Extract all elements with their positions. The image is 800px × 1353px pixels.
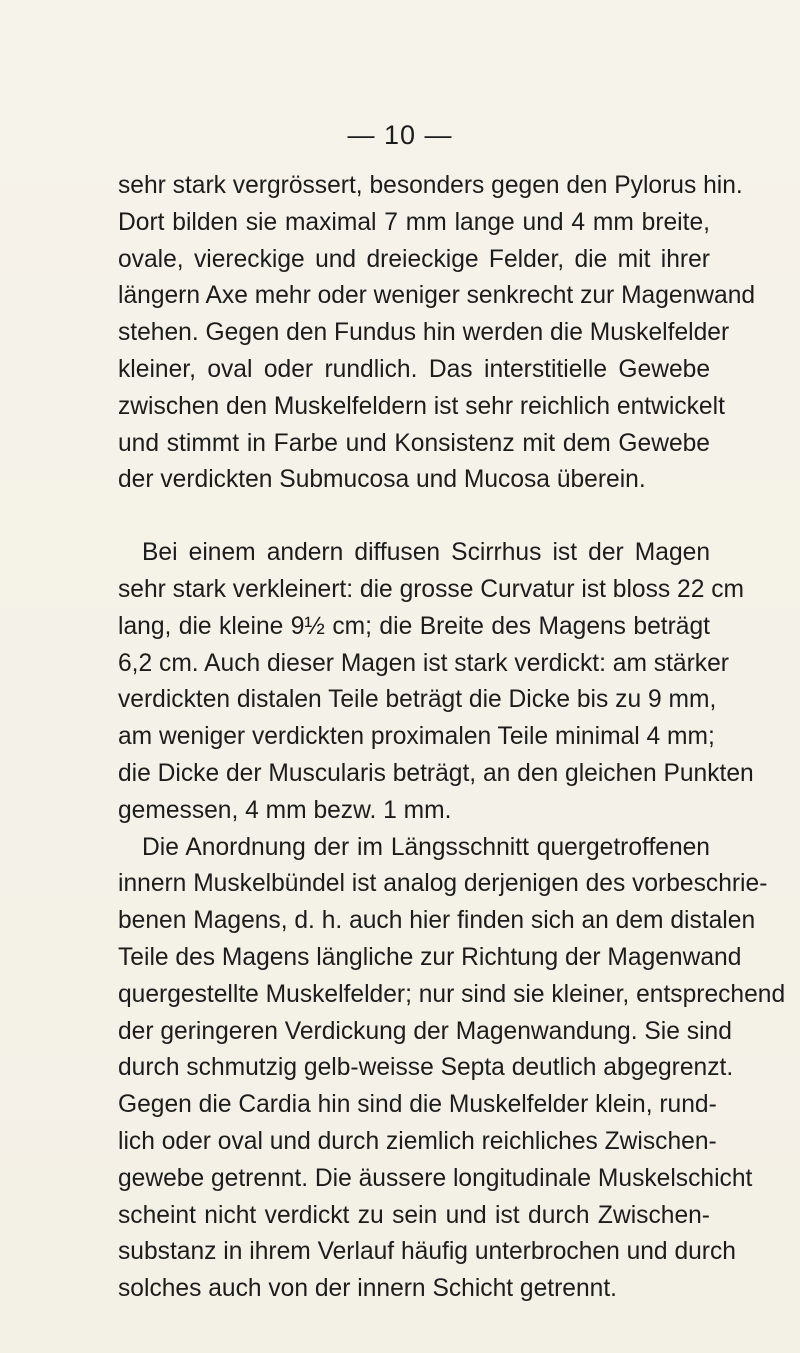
text-line: stehen. Gegen den Fundus hin werden die Muskelfelder (118, 319, 730, 347)
text-line: der verdickten Submucosa und Mucosa überein. (118, 466, 646, 494)
text-line: scheint nicht verdickt zu sein und ist durch Zwischen- (118, 1201, 710, 1229)
text-line: Gegen die Cardia hin sind die Muskelfelder klein, rund- (118, 1091, 717, 1119)
text-line: die Dicke der Muscularis beträgt, an den gleichen Punkten (118, 759, 754, 787)
text-line: verdickten distalen Teile beträgt die Dicke bis zu 9 mm, (118, 686, 717, 714)
paragraph (118, 168, 756, 499)
text-line: gemessen, 4 mm bezw. 1 mm. (118, 796, 452, 824)
paragraph (118, 830, 786, 1308)
text-line: am weniger verdickten proximalen Teile minimal 4 mm; (118, 723, 715, 751)
text-line: benen Magens, d. h. auch hier finden sich an dem distalen (118, 907, 756, 935)
text-line: Dort bilden sie maximal 7 mm lange und 4 mm breite, (118, 208, 710, 236)
text-line: sehr stark vergrössert, besonders gegen den Pylorus hin. (118, 172, 743, 199)
text-line: Teile des Magens längliche zur Richtung der Magenwand (118, 943, 742, 971)
text-line: innern Muskelbündel ist analog derjenigen des vorbeschrie- (118, 870, 768, 898)
text-line: lich oder oval und durch ziemlich reichliches Zwischen- (118, 1127, 717, 1155)
text-line: kleiner, oval oder rundlich. Das interstitielle Gewebe (118, 355, 710, 383)
text-line: Bei einem andern diffusen Scirrhus ist der Magen (142, 539, 710, 567)
text-line: 6,2 cm. Auch dieser Magen ist stark verdickt: am stärker (118, 649, 729, 677)
text-line: längern Axe mehr oder weniger senkrecht zur Magenwand (118, 282, 756, 310)
text-line: substanz in ihrem Verlauf häufig unterbrochen und durch (118, 1238, 736, 1266)
text-line: durch schmutzig gelb-weisse Septa deutlich abgegrenzt. (118, 1054, 734, 1082)
body-text (118, 168, 786, 1308)
paragraph (118, 535, 754, 829)
text-line: der geringeren Verdickung der Magenwandung. Sie sind (118, 1017, 732, 1045)
text-line: quergestellte Muskelfelder; nur sind sie kleiner, entsprechend (118, 980, 786, 1008)
text-line: zwischen den Muskelfeldern ist sehr reichlich entwickelt (118, 392, 725, 420)
text-line: ovale, viereckige und dreieckige Felder, die mit ihrer (118, 245, 710, 273)
text-line: sehr stark verkleinert: die grosse Curvatur ist bloss 22 cm (118, 575, 744, 603)
text-line: und stimmt in Farbe und Konsistenz mit dem Gewebe (118, 429, 710, 457)
text-line: lang, die kleine 9½ cm; die Breite des Magens beträgt (118, 612, 710, 640)
paragraph-gap (118, 499, 710, 535)
page-number: — 10 — (347, 120, 453, 150)
text-line: solches auch von der innern Schicht getrennt. (118, 1275, 618, 1303)
text-line: Die Anordnung der im Längsschnitt quergetroffenen (142, 833, 710, 861)
text-line: gewebe getrennt. Die äussere longitudinale Muskelschicht (118, 1164, 753, 1192)
